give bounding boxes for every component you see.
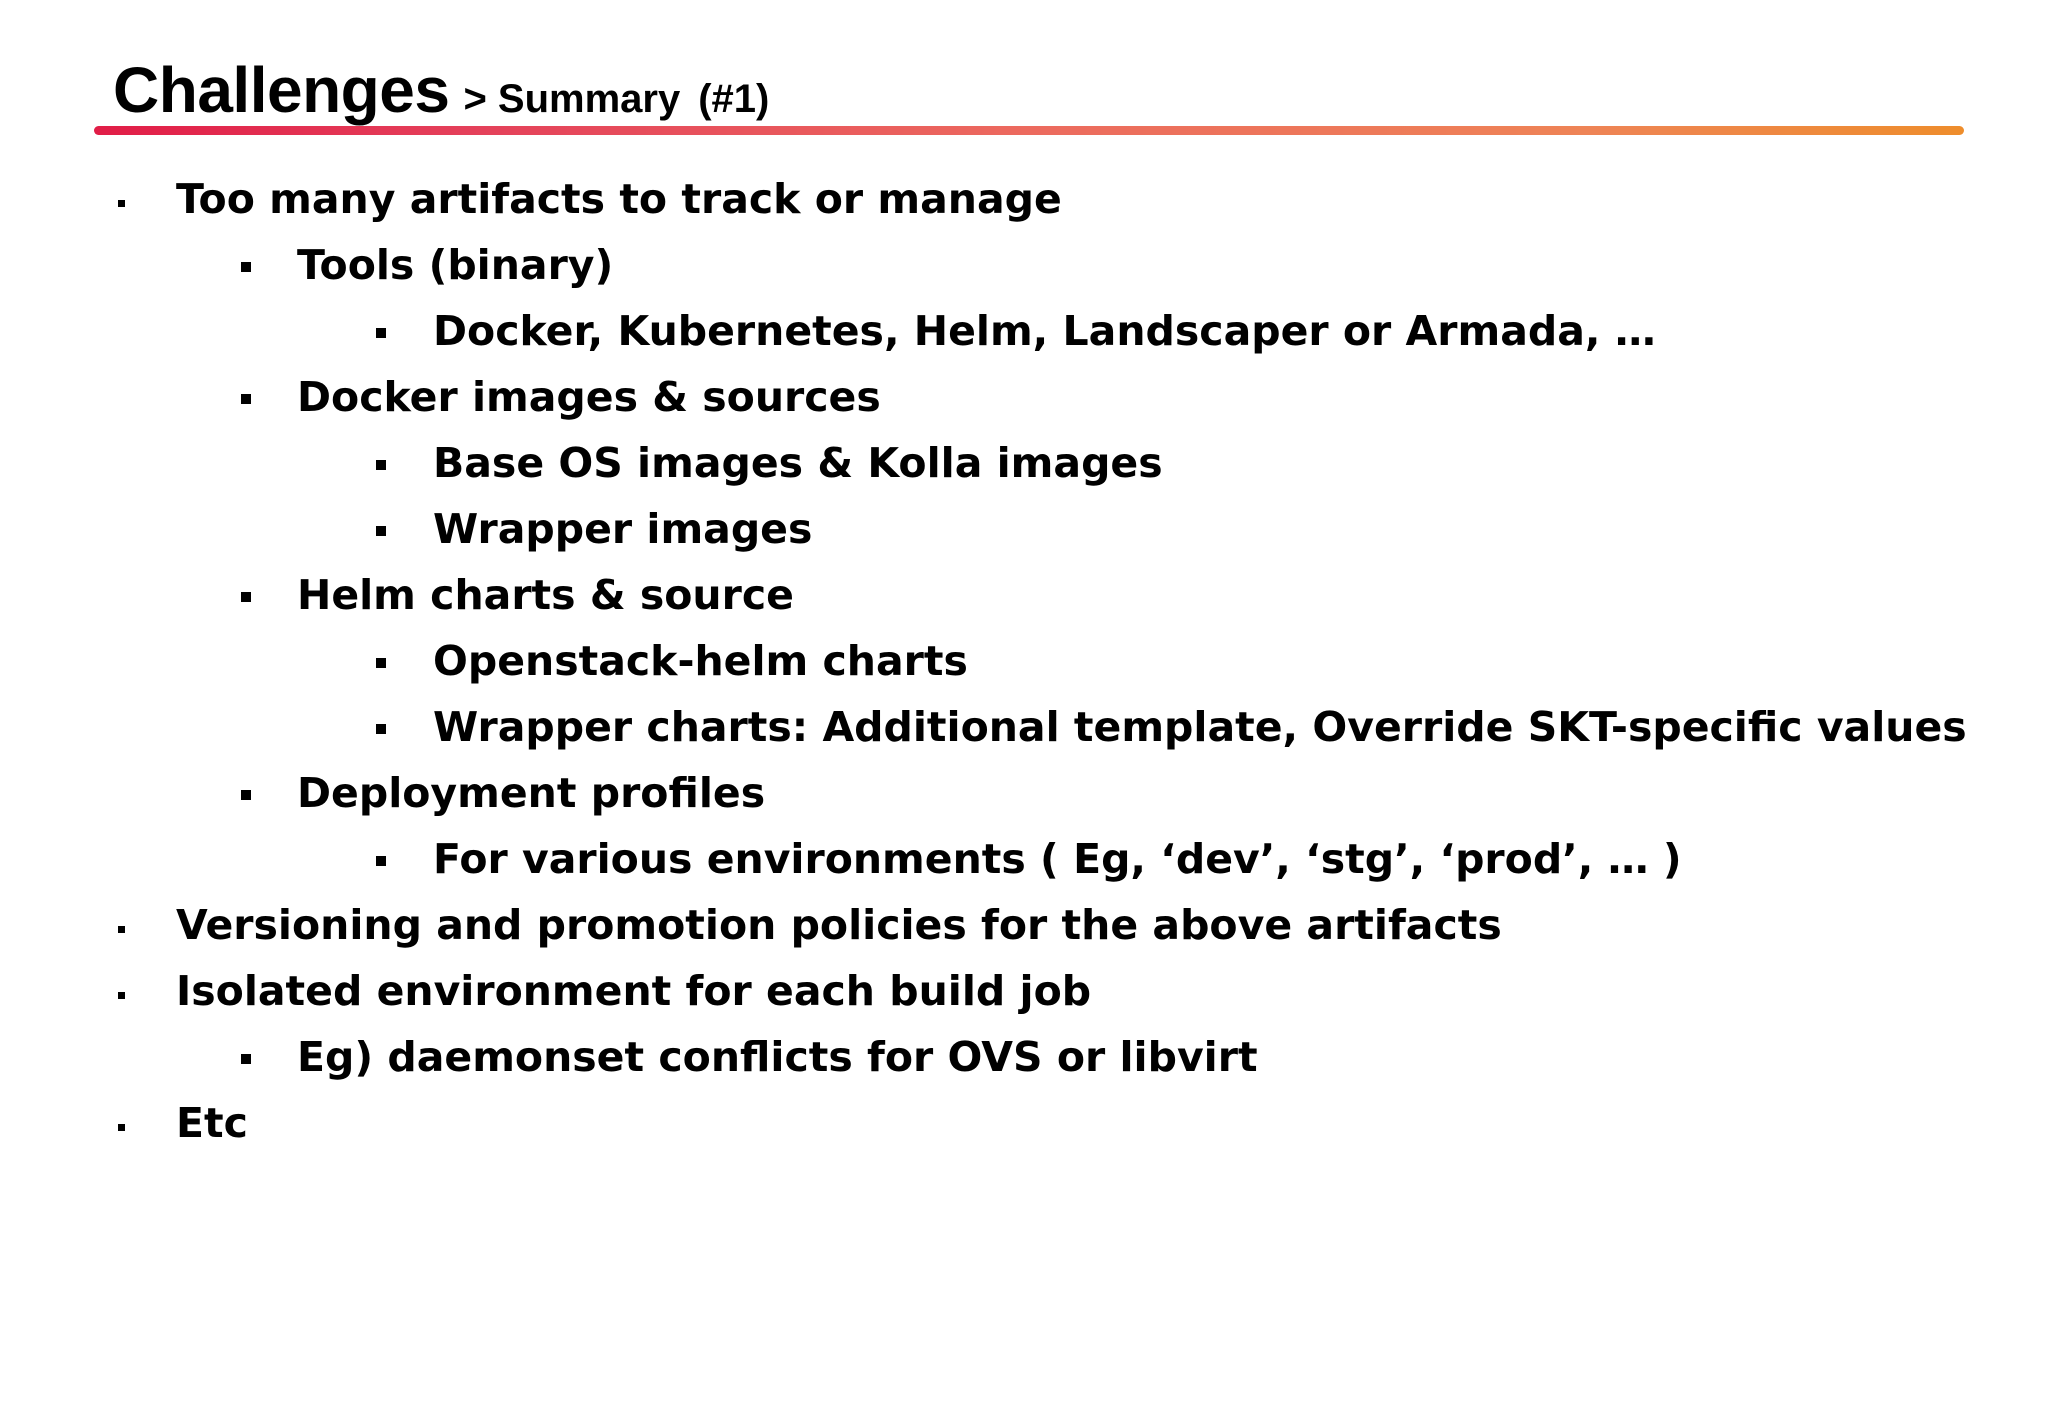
- bullet-marker: [376, 460, 386, 470]
- bullet-item: [0, 760, 2048, 826]
- bullet-marker: [241, 592, 251, 602]
- bullet-text: Helm charts & source: [297, 571, 794, 619]
- bullet-text: Base OS images & Kolla images: [433, 439, 1163, 487]
- bullet-text: Wrapper images: [433, 505, 813, 553]
- bullet-item: [0, 694, 2048, 760]
- title-subtitle: [463, 77, 769, 121]
- subtitle-tag: (#1): [698, 77, 770, 121]
- bullet-text: For various environments ( Eg, ‘dev’, ‘stg’, ‘prod’, … ): [433, 835, 1682, 883]
- bullet-marker: [376, 328, 386, 338]
- bullet-marker: [241, 262, 251, 272]
- bullet-list: [0, 166, 2048, 1156]
- bullet-item: [0, 430, 2048, 496]
- bullet-item: [0, 892, 2048, 958]
- bullet-marker: [118, 992, 125, 999]
- bullet-marker: [241, 790, 251, 800]
- bullet-text: Docker images & sources: [297, 373, 881, 421]
- title-main: Challenges: [113, 54, 450, 126]
- bullet-item: [0, 298, 2048, 364]
- bullet-text: Isolated environment for each build job: [176, 967, 1092, 1015]
- subtitle-text: Summary: [497, 77, 681, 121]
- bullet-text: Wrapper charts: Additional template, Override SKT-specific values: [433, 703, 1967, 751]
- bullet-marker: [241, 394, 251, 404]
- bullet-marker: [376, 658, 386, 668]
- bullet-item: [0, 232, 2048, 298]
- bullet-item: [0, 166, 2048, 232]
- bullet-item: [0, 958, 2048, 1024]
- bullet-marker: [118, 1124, 125, 1131]
- bullet-item: [0, 1024, 2048, 1090]
- bullet-text: Docker, Kubernetes, Helm, Landscaper or Armada, …: [433, 307, 1656, 355]
- bullet-item: [0, 826, 2048, 892]
- title-divider: [94, 126, 1964, 135]
- bullet-text: Eg) daemonset conflicts for OVS or libvirt: [297, 1033, 1258, 1081]
- bullet-item: [0, 562, 2048, 628]
- bullet-text: Etc: [176, 1099, 248, 1147]
- bullet-text: Versioning and promotion policies for the above artifacts: [176, 901, 1502, 949]
- bullet-marker: [241, 1054, 251, 1064]
- bullet-item: [0, 364, 2048, 430]
- bullet-item: [0, 496, 2048, 562]
- bullet-marker: [118, 926, 125, 933]
- bullet-text: Too many artifacts to track or manage: [176, 175, 1062, 223]
- bullet-marker: [118, 200, 125, 207]
- bullet-marker: [376, 856, 386, 866]
- bullet-item: [0, 1090, 2048, 1156]
- bullet-text: Deployment profiles: [297, 769, 766, 817]
- bullet-marker: [376, 724, 386, 734]
- bullet-marker: [376, 526, 386, 536]
- bullet-item: [0, 628, 2048, 694]
- slide-title: [113, 50, 769, 130]
- subtitle-prefix: >: [463, 77, 487, 121]
- bullet-text: Openstack-helm charts: [433, 637, 968, 685]
- bullet-text: Tools (binary): [297, 241, 614, 289]
